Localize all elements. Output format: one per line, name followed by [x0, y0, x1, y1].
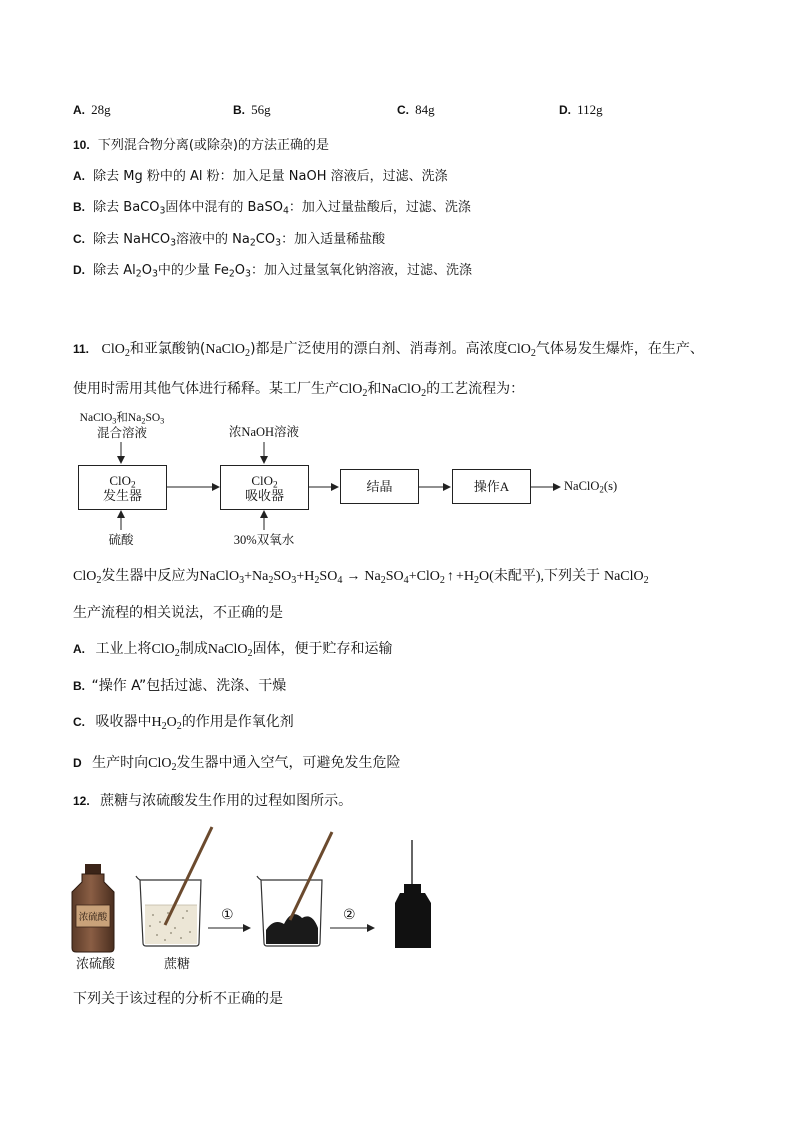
acid-bottle-icon [72, 864, 114, 952]
beaker-carbon-icon [257, 832, 332, 946]
step-2-label: ② [343, 907, 356, 923]
option-letter: B. [233, 103, 245, 117]
bottle-label: 浓硫酸 [78, 912, 108, 923]
option-text: 生产时向ClO$_2$发生器中通入空气，可避免发生危险 [92, 755, 401, 773]
option-letter: D [73, 756, 82, 770]
operation-a-box: 操作A [452, 469, 531, 504]
question-number: 11. [73, 342, 90, 356]
stem-text: ClO$_2$和亚氯酸钠(NaClO$_2$)都是广泛使用的漂白剂、消毒剂。高浓度ClO$_2$气体易发生爆炸，在生产、 [101, 341, 704, 359]
input-h2o2-label: 30%双氧水 [233, 533, 295, 547]
question-stem: 蔗糖与浓硫酸发生作用的过程如图所示。 [100, 793, 353, 809]
q11-equation-line: ClO$_2$发生器中反应为$NaClO_3+Na_2SO_3+H_2SO_4 \to Na_2SO_4+ClO_2$ ↑ $+H_2O$(未配平),下列关于 NaClO$_2$ [73, 568, 649, 586]
black-carbon-column-icon [395, 840, 431, 948]
option-text: 除去 Mg 粉中的 Al 粉：加入足量 NaOH 溶液后，过滤、洗涤 [93, 169, 448, 184]
crystallize-box: 结晶 [340, 469, 419, 504]
option-text: 112g [577, 102, 603, 117]
option-letter: C. [73, 232, 85, 246]
clo2-absorber-box: ClO$_2$ 吸收器 [220, 465, 309, 510]
option-letter: D. [559, 103, 571, 117]
option-text: 除去 $Al_2O_3$中的少量 $Fe_2O_3$：加入过量氢氧化钠溶液，过滤、洗涤 [93, 263, 472, 280]
q11-stem-end: 生产流程的相关说法，不正确的是 [73, 605, 283, 621]
option-letter: A. [73, 103, 85, 117]
question-number: 12. [73, 794, 90, 808]
question-number: 10. [73, 138, 90, 152]
option-text: 工业上将ClO$_2$制成NaClO$_2$固体，便于贮存和运输 [95, 641, 393, 659]
option-letter: C. [397, 103, 409, 117]
option-text: 除去 BaCO$_3$固体中混有的 BaSO$_4$：加入过量盐酸后，过滤、洗涤 [93, 200, 471, 217]
option-letter: C. [73, 715, 85, 729]
product-label: NaClO$_2$(s) [564, 479, 618, 495]
q12-question: 下列关于该过程的分析不正确的是 [73, 991, 283, 1007]
option-letter: A. [73, 642, 85, 656]
option-letter: A. [73, 169, 85, 183]
option-letter: D. [73, 263, 85, 277]
option-text: 56g [251, 102, 271, 117]
input-mix-label: NaClO$_3$和$Na_2SO_3$ 混合溶液 [79, 412, 165, 440]
option-letter: B. [73, 200, 85, 214]
option-text: 除去 NaHCO$_3$溶液中的 $Na_2CO_3$：加入适量稀盐酸 [93, 232, 386, 249]
option-text: 吸收器中$H_2O_2$的作用是作氧化剂 [95, 714, 294, 732]
option-letter: B. [73, 679, 85, 693]
caption-sugar: 蔗糖 [164, 957, 191, 972]
option-text: 84g [415, 102, 435, 117]
q11-stem-line2: 使用时需用其他气体进行稀释。某工厂生产ClO$_2$和NaClO$_2$的工艺流程为： [73, 381, 525, 399]
step-1-label: ① [221, 907, 234, 923]
option-text: 28g [91, 102, 111, 117]
option-text: “操作 A”包括过滤、洗涤、干燥 [91, 678, 287, 694]
clo2-generator-box: ClO$_2$ 发生器 [78, 465, 167, 510]
question-stem: 下列混合物分离(或除杂)的方法正确的是 [97, 138, 329, 153]
input-naoh-label: 浓NaOH溶液 [228, 425, 300, 439]
input-acid-label: 硫酸 [108, 533, 134, 547]
beaker-sugar-icon [136, 827, 212, 946]
caption-acid: 浓硫酸 [76, 957, 116, 972]
